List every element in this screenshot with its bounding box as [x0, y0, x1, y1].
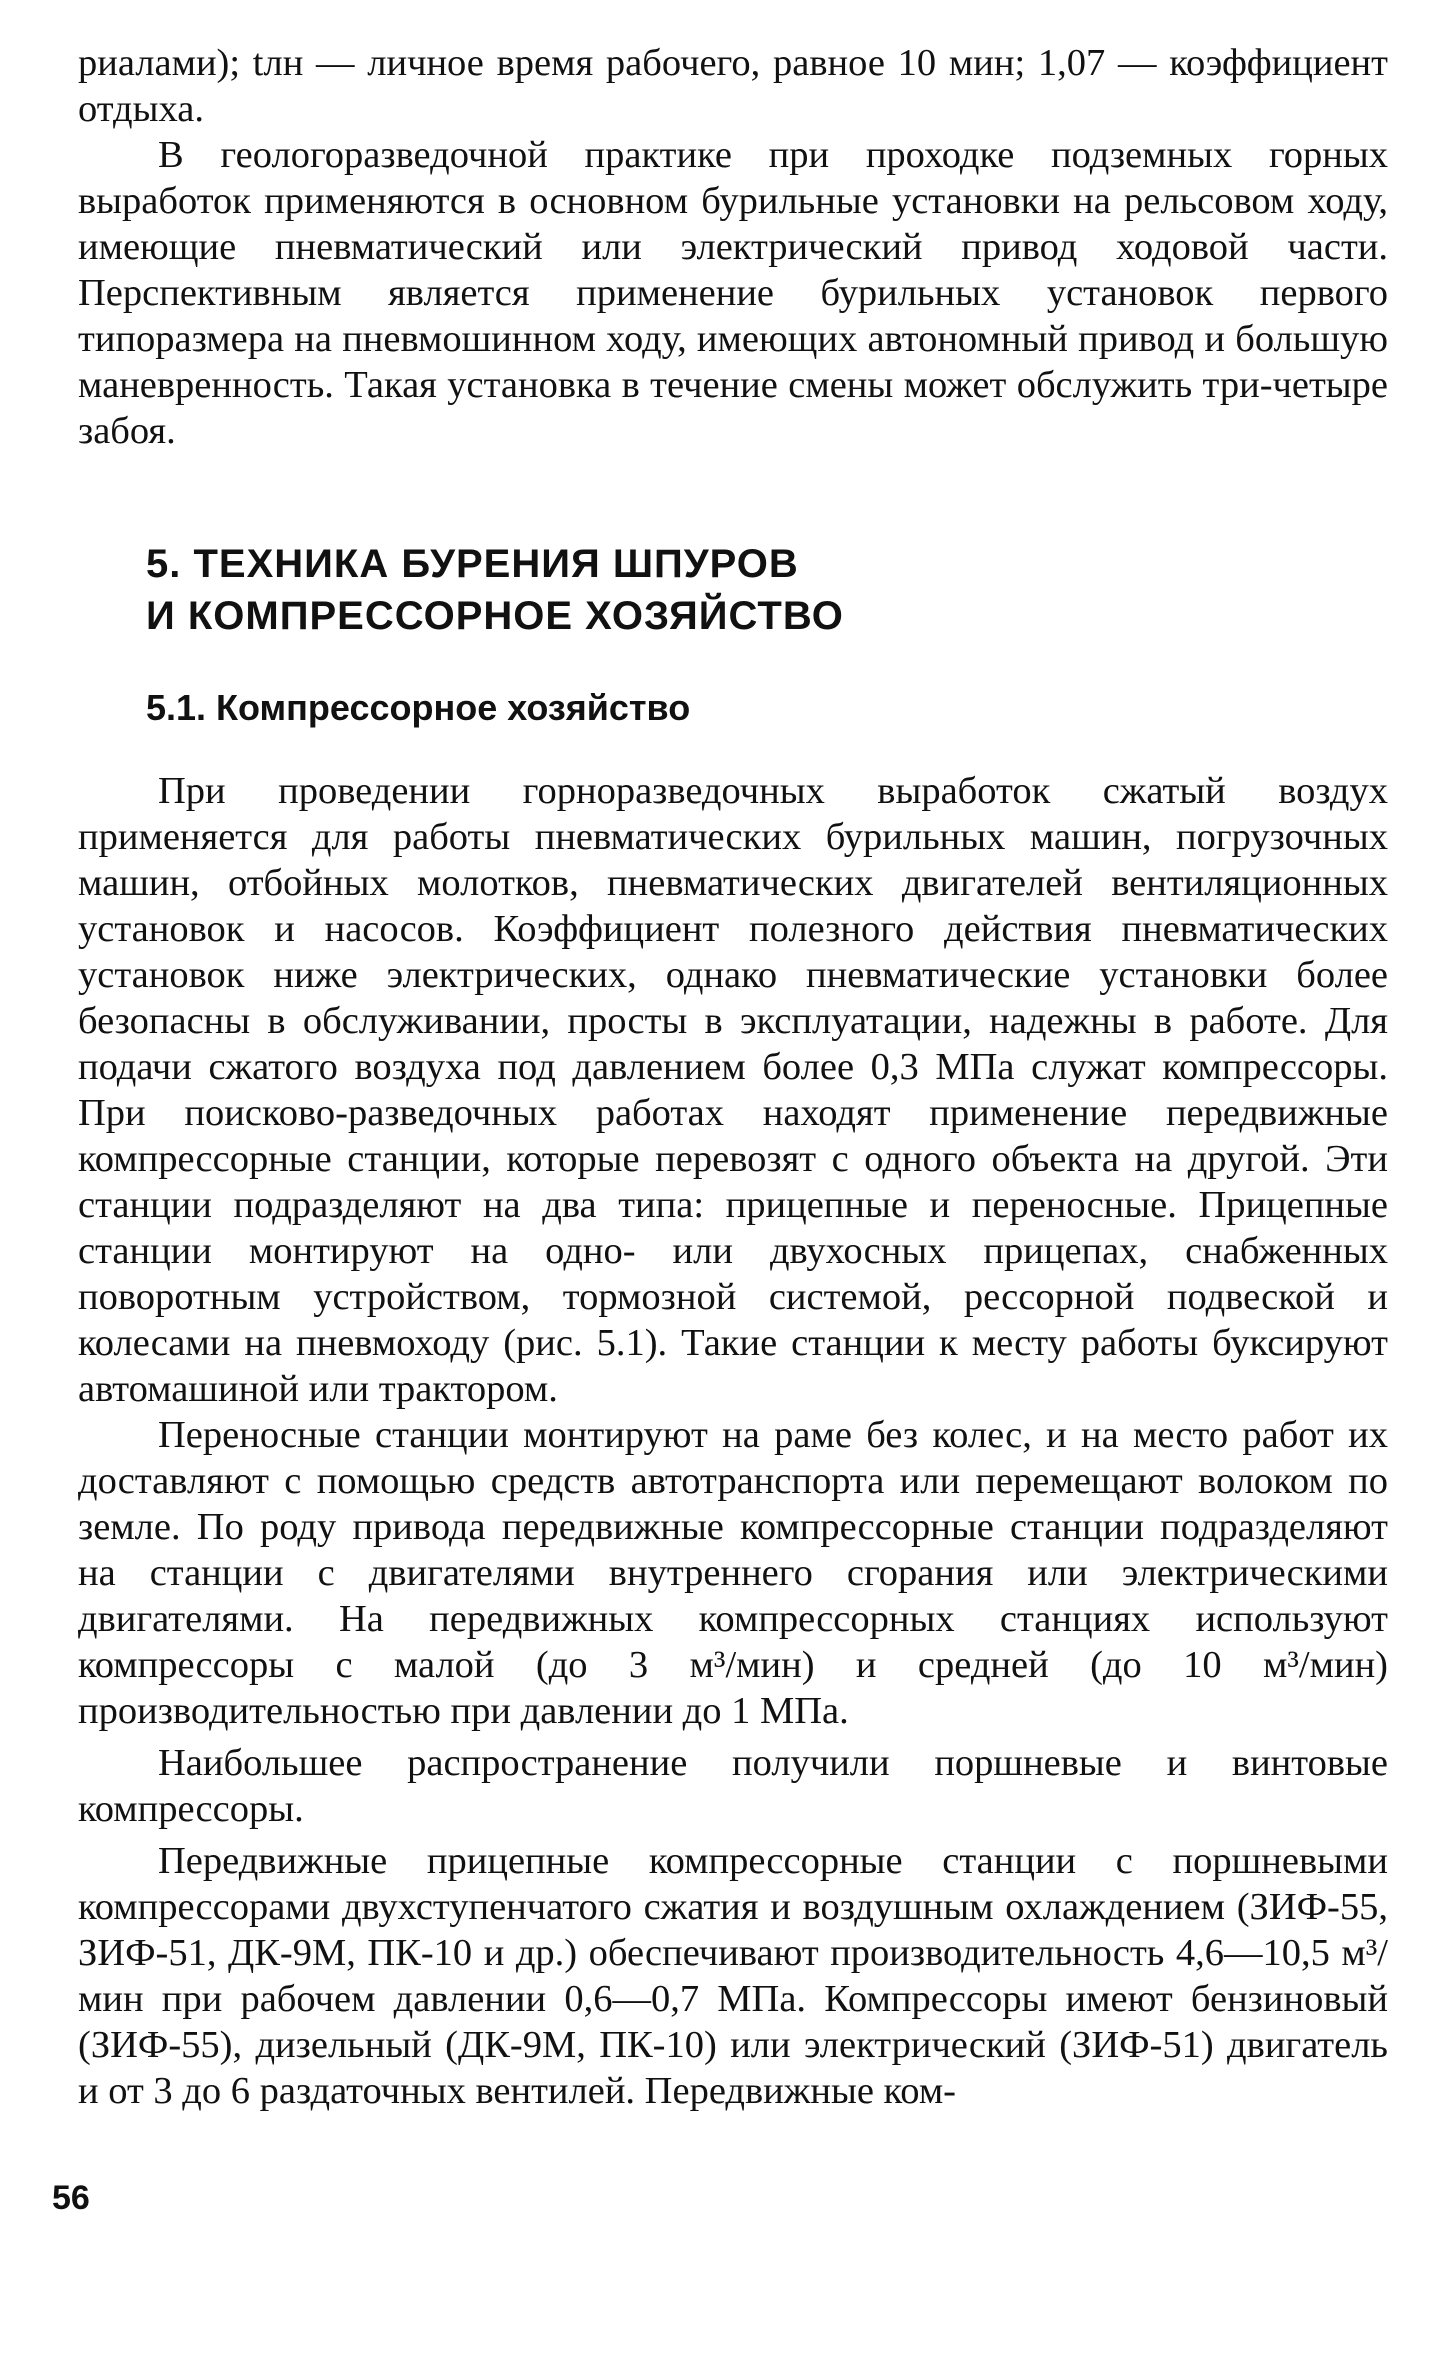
intro-paragraph-2: В геологоразведочной практике при проходке подземных горных выработок применяются в основном бурильные установки на рельсовом ходу, имеющие пневматический или электрический привод ходовой части. Перспективным является применение бурильных установок первого типоразмера на пневмошинном ходу, имеющих автономный привод и большую маневренность. Такая установка в течение смены может обслужить три-четыре забоя.: [78, 134, 1388, 452]
intro-paragraph-1: риалами); tлн — личное время рабочего, равное 10 мин; 1,07 — коэффициент отдыха.: [78, 42, 1388, 130]
body-paragraph-1: При проведении горноразведочных выработок сжатый воздух применяется для работы пневматических бурильных машин, погрузочных машин, отбойных молотков, пневматических двигателей вентиляционных установок и насосов. Коэффициент полезного действия пневматических установок ниже электрических, однако пневматические установки более безопасны в обслуживании, просты в эксплуатации, надежны в работе. Для подачи сжатого воздуха под давлением более 0,3 МПа служат компрессоры. При поисково-разведочных работах находят применение передвижные компрессорные станции, которые перевозят с одного объекта на другой. Эти станции подразделяют на два типа: прицепные и переносные. Прицепные станции монтируют на одно- или двухосных прицепах, снабженных поворотным устройством, тормозной системой, рессорной подвеской и колесами на пневмоходу (рис. 5.1). Такие станции к месту работы буксируют автомашиной или трактором.: [78, 770, 1388, 1410]
book-page: [78, 40, 1388, 2114]
section-title: 5.1. Компрессорное хозяйство: [146, 687, 691, 728]
chapter-title-line-1: 5. ТЕХНИКА БУРЕНИЯ ШПУРОВ: [146, 542, 799, 586]
body-paragraph-3: Наибольшее распространение получили поршневые и винтовые компрессоры.: [78, 1742, 1388, 1830]
chapter-title: [146, 538, 1388, 642]
body-paragraph-2: Переносные станции монтируют на раме без колес, и на место работ их доставляют с помощью средств автотранспорта или перемещают волоком по земле. По роду привода передвижные компрессорные станции подразделяют на станции с двигателями внутреннего сгорания или электрическими двигателями. На передвижных компрессорных станциях используют компрессоры с малой (до 3 м³/мин) и средней (до 10 м³/мин) производительностью при давлении до 1 МПа.: [78, 1414, 1388, 1732]
page-number: 56: [52, 2179, 90, 2217]
body-paragraph-4: Передвижные прицепные компрессорные станции с поршневыми компрессорами двухступенчатого сжатия и воздушным охлаждением (ЗИФ-55, ЗИФ-51, ДК-9М, ПК-10 и др.) обеспечивают производительность 4,6—10,5 м³/мин при рабочем давлении 0,6—0,7 МПа. Компрессоры имеют бензиновый (ЗИФ-55), дизельный (ДК-9М, ПК-10) или электрический (ЗИФ-51) двигатель и от 3 до 6 раздаточных вентилей. Передвижные ком-: [78, 1840, 1388, 2112]
chapter-title-line-2: И КОМПРЕССОРНОЕ ХОЗЯЙСТВО: [146, 594, 844, 638]
